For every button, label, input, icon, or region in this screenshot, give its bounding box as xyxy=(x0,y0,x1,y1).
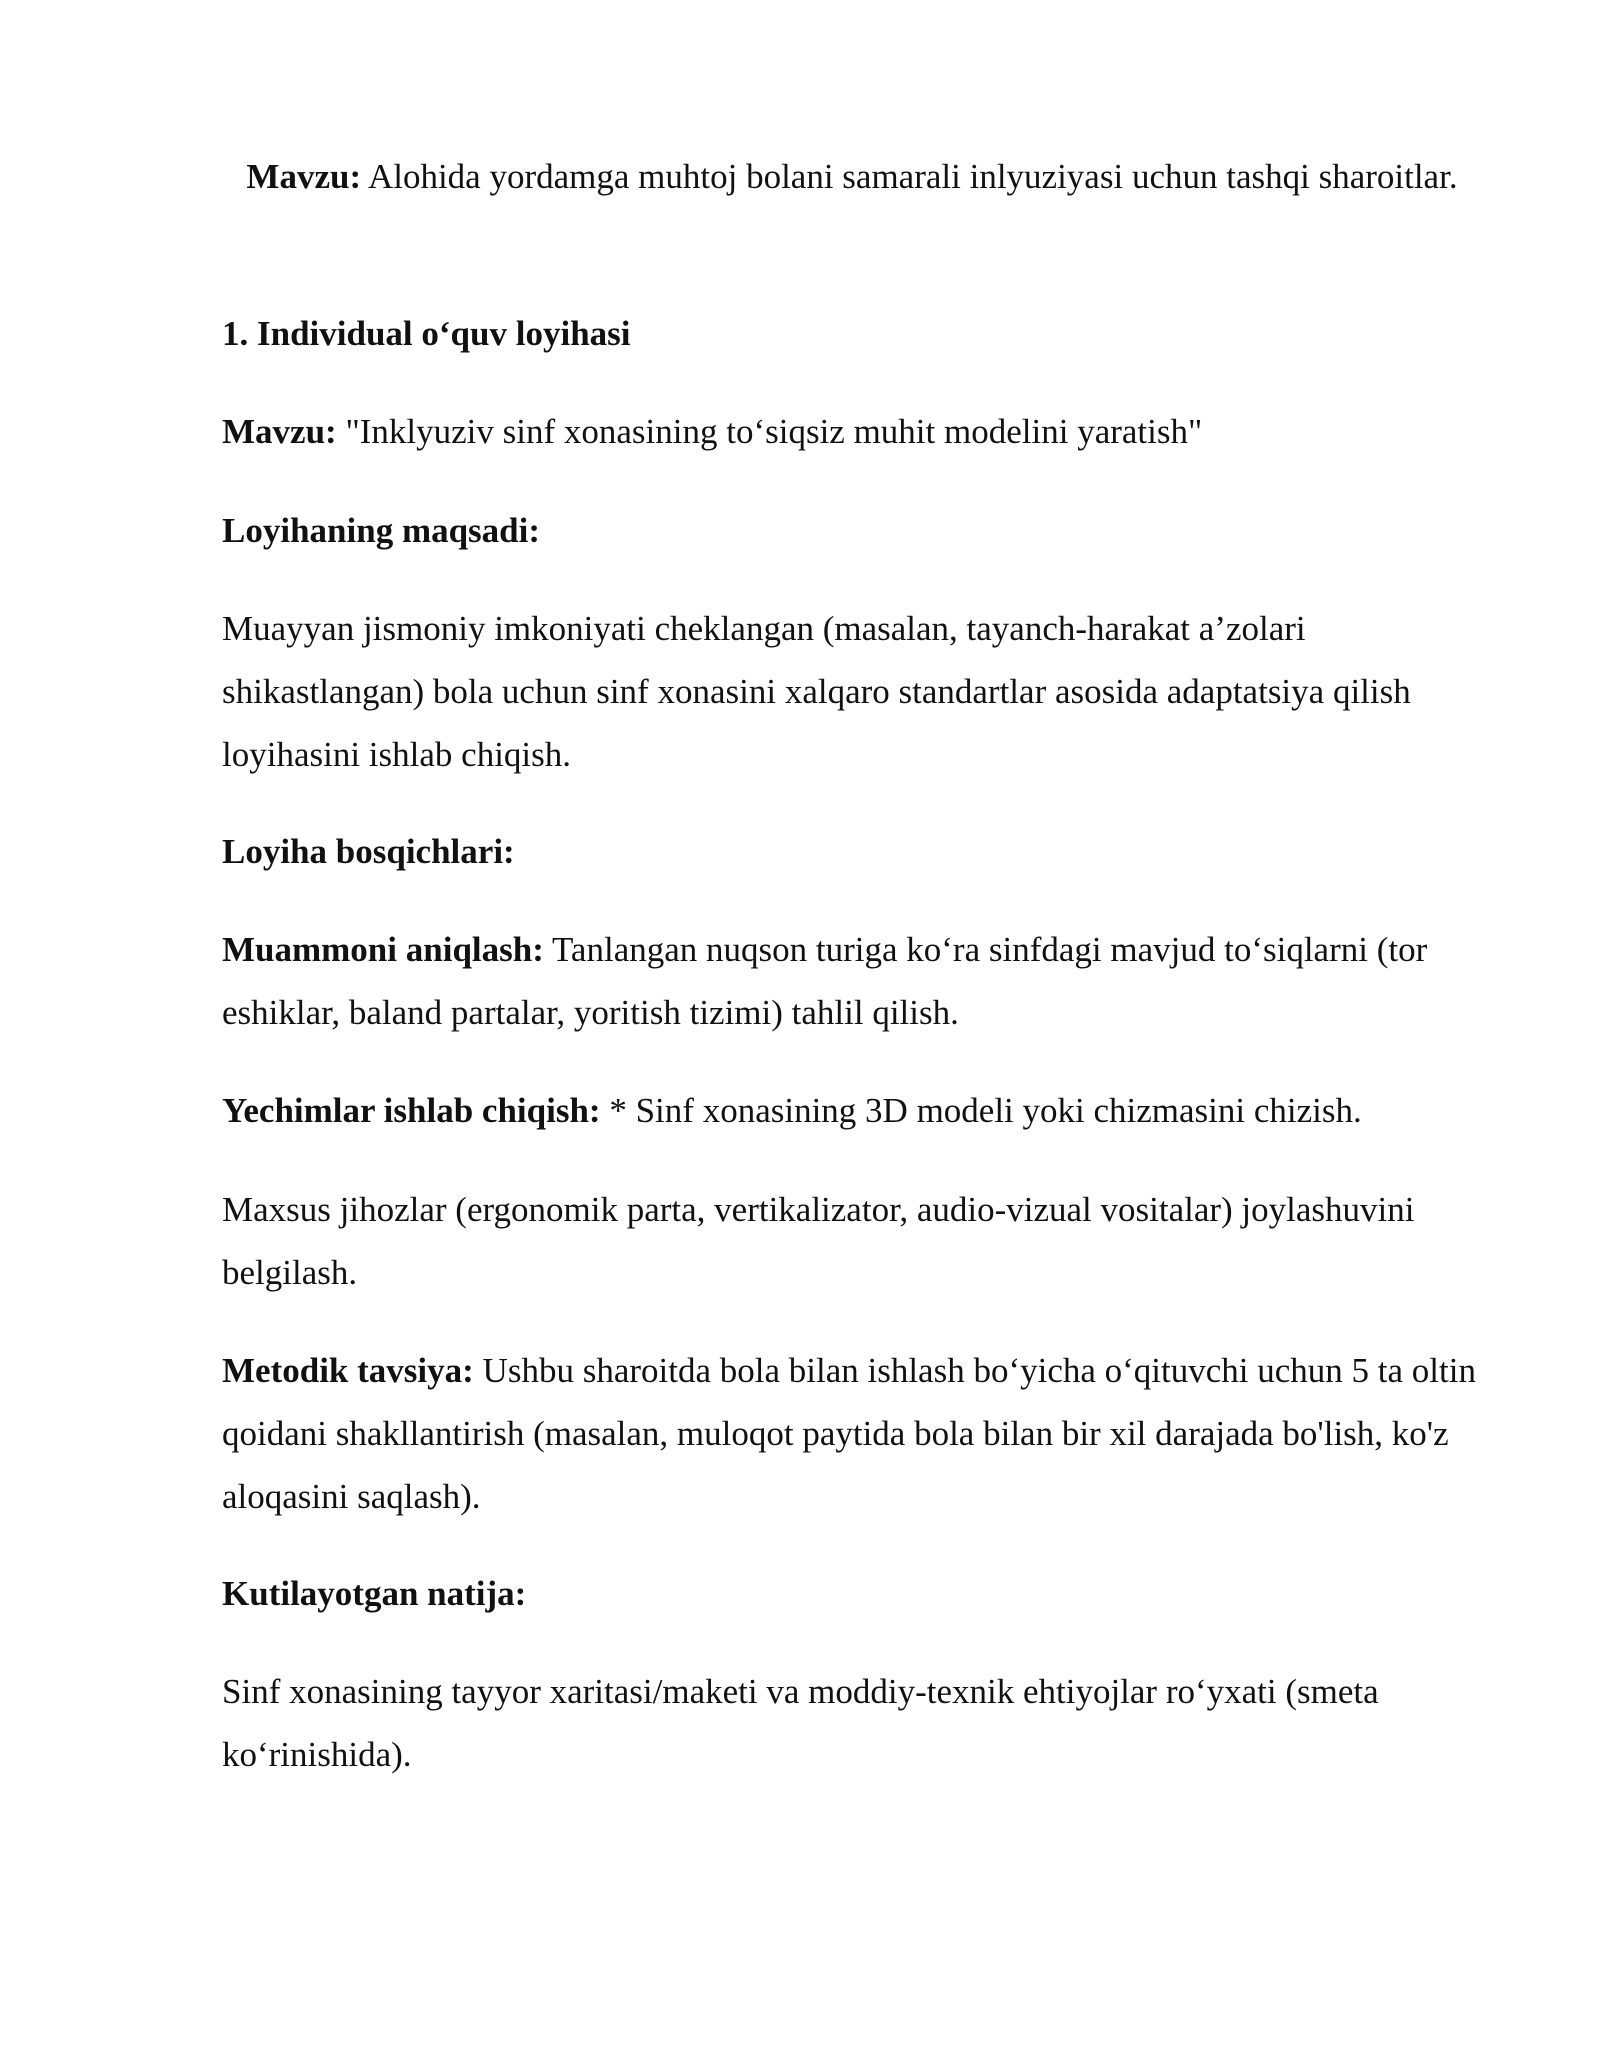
topic-paragraph xyxy=(222,400,1482,463)
result-heading xyxy=(222,1562,1482,1625)
problem-label: Muammoni aniqlash: xyxy=(222,930,544,969)
goal-paragraph: Muayyan jismoniy imkoniyati cheklangan (masalan, tayanch-harakat a’zolari shikastlangan) bola uchun sinf xonasini xalqaro standartlar asosida adaptatsiya qilish loyihasini ishlab chiqish. xyxy=(222,609,1411,774)
solutions-text: * Sinf xonasining 3D modeli yoki chizmasini chizish. xyxy=(609,1091,1362,1130)
title-text: Alohida yordamga muhtoj bolani samarali inlyuziyasi uchun tashqi sharoitlar. xyxy=(367,157,1458,196)
method-paragraph xyxy=(222,1339,1482,1528)
solutions-label: Yechimlar ishlab chiqish: xyxy=(222,1091,601,1130)
topic-text: "Inklyuziv sinf xonasining to‘siqsiz muhit modelini yaratish" xyxy=(345,412,1203,451)
problem-paragraph xyxy=(222,918,1482,1044)
goal-heading xyxy=(222,499,1482,562)
method-text: Ushbu sharoitda bola bilan ishlash bo‘yicha o‘qituvchi uchun 5 ta oltin qoidani shakllantirish (masalan, muloqot paytida bola bilan bir xil darajada bo'lish, ko'z aloqasini saqlash). xyxy=(222,1351,1476,1516)
topic-label: Mavzu: xyxy=(222,412,337,451)
result-paragraph: Sinf xonasining tayyor xaritasi/maketi va moddiy-texnik ehtiyojlar ro‘yxati (smeta ko‘rinishida). xyxy=(222,1672,1379,1774)
section-heading xyxy=(222,302,1482,365)
stages-heading-text: Loyiha bosqichlari: xyxy=(222,832,515,871)
problem-text: Tanlangan nuqson turiga ko‘ra sinfdagi mavjud to‘siqlarni (tor eshiklar, baland partalar, yoritish tizimi) tahlil qilish. xyxy=(222,930,1428,1032)
section-heading-text: 1. Individual o‘quv loyihasi xyxy=(222,314,631,353)
method-label: Metodik tavsiya: xyxy=(222,1351,474,1390)
equipment-paragraph: Maxsus jihozlar (ergonomik parta, vertikalizator, audio-vizual vositalar) joylashuvini belgilash. xyxy=(222,1190,1415,1292)
stages-heading xyxy=(222,820,1482,883)
goal-heading-text: Loyihaning maqsadi: xyxy=(222,511,541,550)
solutions-paragraph xyxy=(222,1079,1482,1142)
document-title xyxy=(222,145,1482,208)
result-heading-text: Kutilayotgan natija: xyxy=(222,1574,527,1613)
title-label: Mavzu: xyxy=(246,157,362,196)
